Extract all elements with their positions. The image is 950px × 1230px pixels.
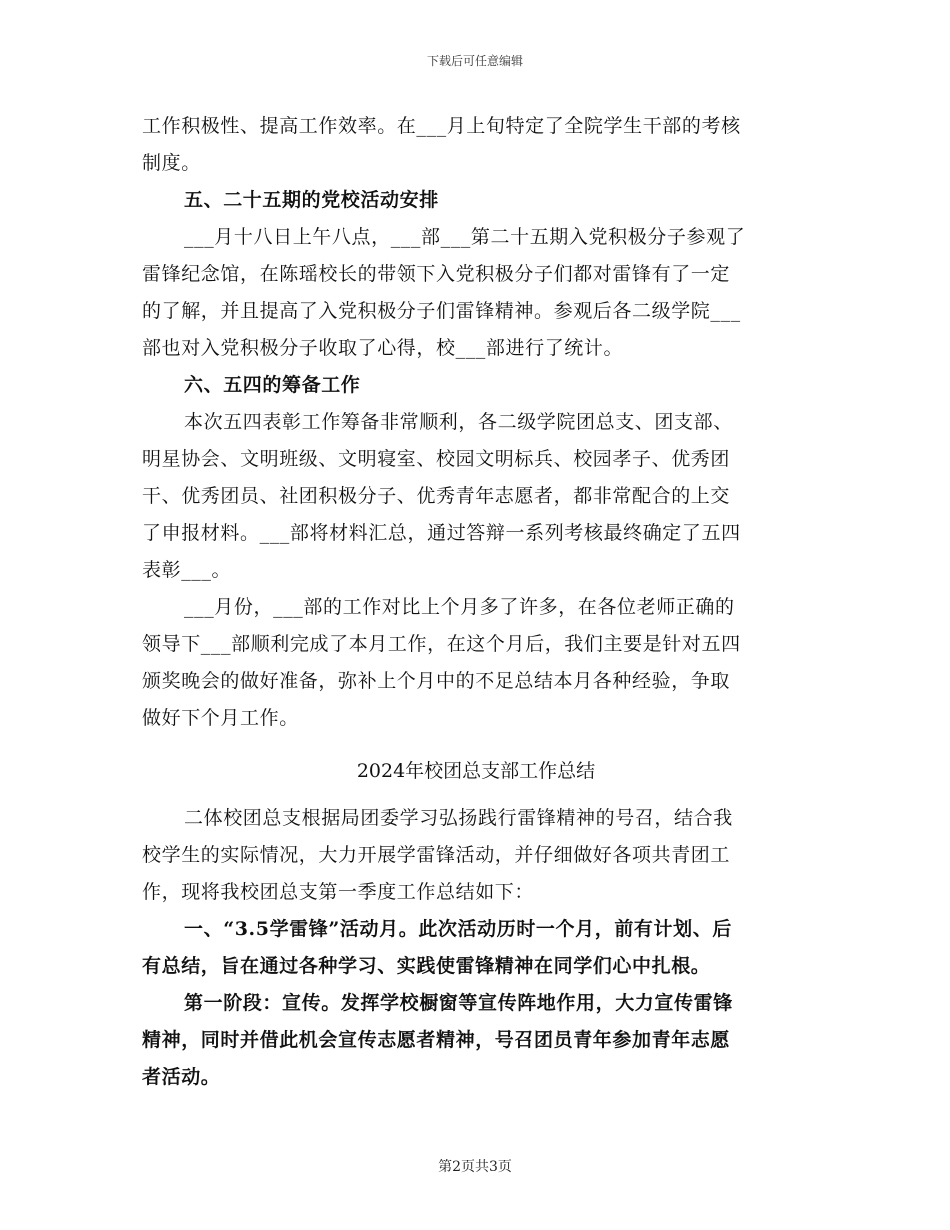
paragraph-line: 者活动。 [142,1066,221,1088]
paragraph-line: 一、“3.5学雷锋”活动月。此次活动历时一个月，前有计划、后 [184,918,732,940]
document-body [142,108,810,1096]
paragraph-line: 颁奖晚会的做好准备，弥补上个月中的不足总结本月各种经验，争取 [142,670,731,692]
paragraph-line: 干、优秀团员、社团积极分子、优秀青年志愿者，都非常配合的上交 [142,485,731,507]
paragraph-line: 校学生的实际情况，大力开展学雷锋活动，并仔细做好各项共青团工 [142,844,731,866]
paragraph-line: 制度。 [142,152,201,174]
paragraph-line: 领导下___部顺利完成了本月工作，在这个月后，我们主要是针对五四 [142,633,741,655]
paragraph-line: 第一阶段：宣传。发挥学校橱窗等宣传阵地作用，大力宣传雷锋 [184,992,733,1014]
section-heading-5: 五、二十五期的党校活动安排 [184,189,439,211]
section-heading-6: 六、五四的筹备工作 [184,374,361,396]
paragraph-line: 了申报材料。___部将材料汇总，通过答辩一系列考核最终确定了五四 [142,522,741,544]
paragraph-line: 作，现将我校团总支第一季度工作总结如下： [142,881,535,903]
paragraph-line: 本次五四表彰工作筹备非常顺利，各二级学院团总支、团支部、 [184,411,733,433]
header-note: 下载后可任意编辑 [426,54,523,68]
paragraph-line: 工作积极性、提高工作效率。在___月上旬特定了全院学生干部的考核 [142,115,741,137]
paragraph-line: 表彰___。 [142,559,232,581]
document-title: 2024年校团总支部工作总结 [356,760,596,782]
paragraph-line: ___月份，___部的工作对比上个月多了许多，在各位老师正确的 [184,596,735,618]
paragraph-line: 明星协会、文明班级、文明寝室、校园文明标兵、校园孝子、优秀团 [142,448,731,470]
page-number: 第2页共3页 [438,1159,512,1175]
paragraph-line: 部也对入党积极分子收取了心得，校___部进行了统计。 [142,337,624,359]
paragraph-line: 有总结，旨在通过各种学习、实践使雷锋精神在同学们心中扎根。 [142,955,711,977]
paragraph-line: 做好下个月工作。 [142,707,299,729]
paragraph-line: 雷锋纪念馆，在陈瑶校长的带领下入党积极分子们都对雷锋有了一定 [142,263,731,285]
paragraph-line: 的了解，并且提高了入党积极分子们雷锋精神。参观后各二级学院___ [142,300,741,322]
paragraph-line: 二体校团总支根据局团委学习弘扬践行雷锋精神的号召，结合我 [184,807,733,829]
paragraph-line: 精神，同时并借此机会宣传志愿者精神，号召团员青年参加青年志愿 [142,1029,731,1051]
paragraph-line: ___月十八日上午八点，___部___第二十五期入党积极分子参观了 [184,226,746,248]
